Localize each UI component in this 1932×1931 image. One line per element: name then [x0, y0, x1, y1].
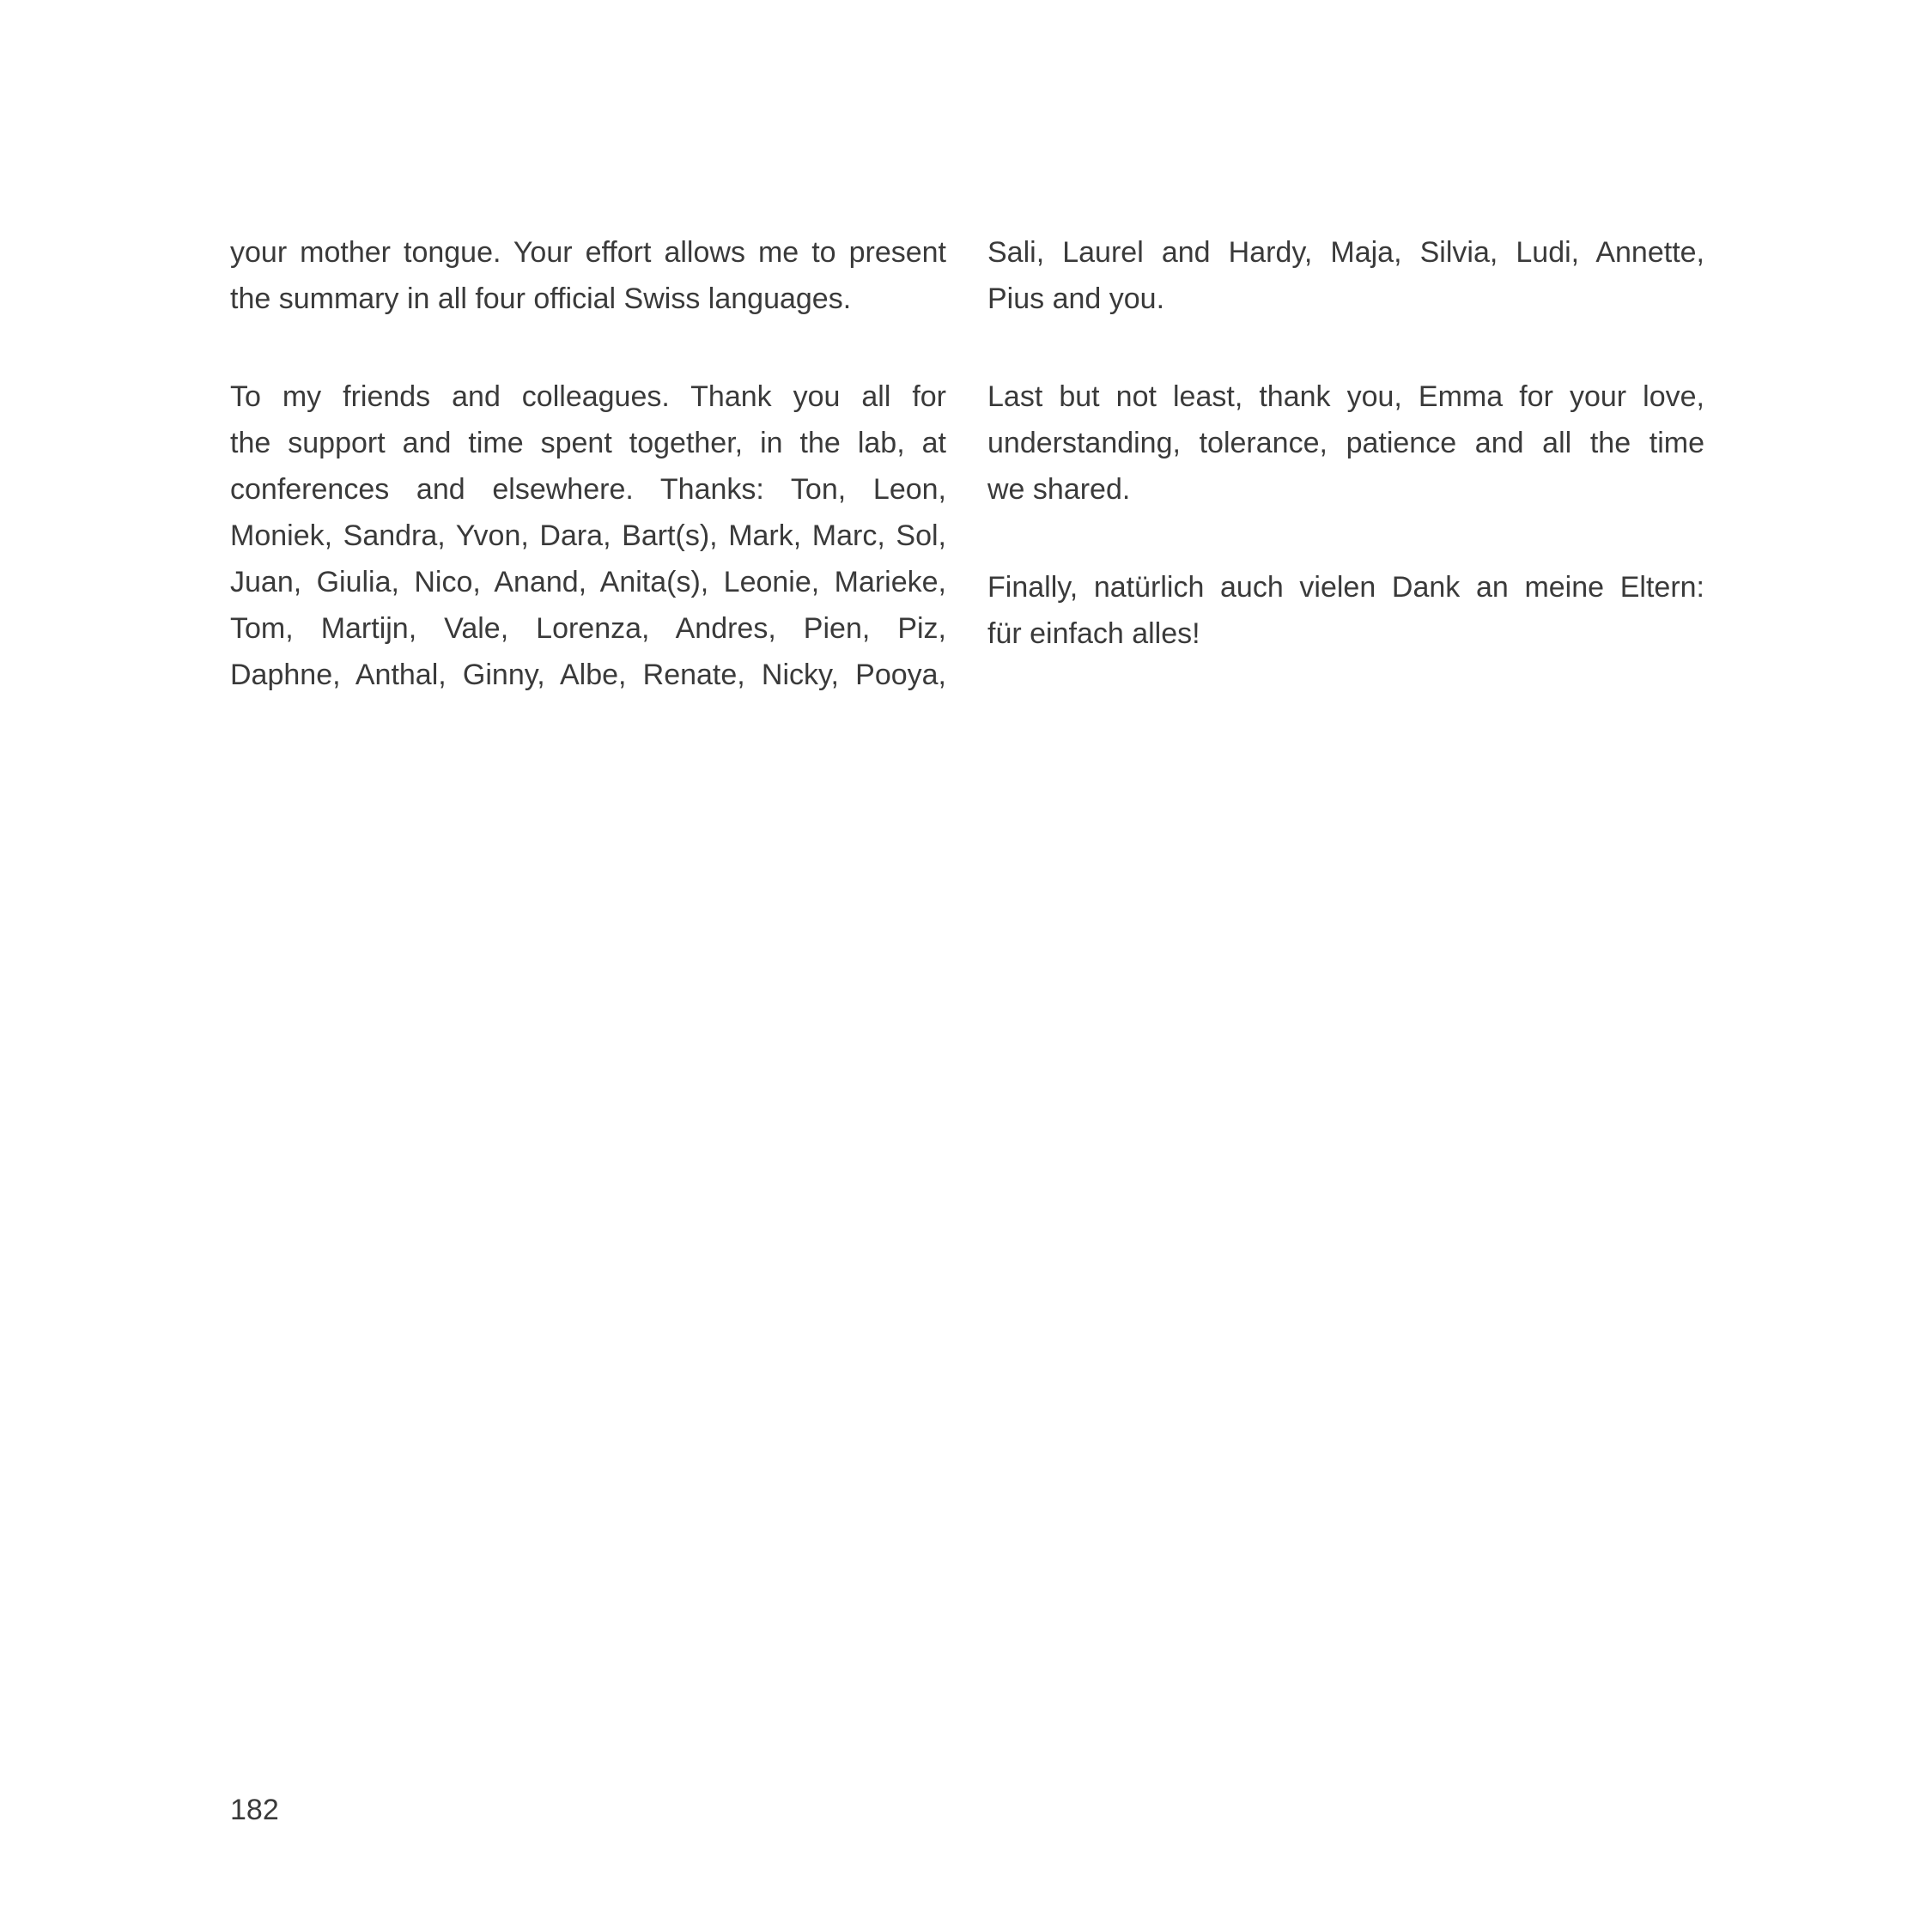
text-line: understanding, tolerance, patience and all the time	[987, 427, 1704, 459]
text-line: Daphne, Anthal, Ginny, Albe, Renate, Nicky, Pooya,	[230, 659, 946, 691]
paragraph-thanks-parents	[987, 564, 1704, 657]
paragraph-friends-colleagues	[230, 373, 946, 698]
text-line: Pius and you.	[987, 282, 1165, 315]
text-line: Moniek, Sandra, Yvon, Dara, Bart(s), Mark, Marc, Sol,	[230, 519, 946, 552]
page-number: 182	[230, 1794, 279, 1826]
text-line: your mother tongue. Your effort allows me to present	[230, 236, 946, 269]
paragraph-thanks-emma	[987, 373, 1704, 513]
text-line: Juan, Giulia, Nico, Anand, Anita(s), Leonie, Marieke,	[230, 566, 946, 598]
text-column-left	[230, 229, 946, 750]
text-line: To my friends and colleagues. Thank you all for	[230, 380, 946, 413]
text-line: we shared.	[987, 473, 1131, 506]
paragraph-acknowledgement-languages	[230, 229, 946, 322]
text-line: Last but not least, thank you, Emma for your love,	[987, 380, 1704, 413]
text-line: the summary in all four official Swiss languages.	[230, 282, 852, 315]
text-line: the support and time spent together, in the lab, at	[230, 427, 946, 459]
text-line: für einfach alles!	[987, 617, 1200, 650]
text-column-right	[987, 229, 1704, 708]
paragraph-names-continued	[987, 229, 1704, 322]
text-line: conferences and elsewhere. Thanks: Ton, Leon,	[230, 473, 946, 506]
text-line: Finally, natürlich auch vielen Dank an meine Eltern:	[987, 571, 1704, 604]
text-line: Tom, Martijn, Vale, Lorenza, Andres, Pien, Piz,	[230, 612, 946, 645]
text-line: Sali, Laurel and Hardy, Maja, Silvia, Ludi, Annette,	[987, 236, 1704, 269]
